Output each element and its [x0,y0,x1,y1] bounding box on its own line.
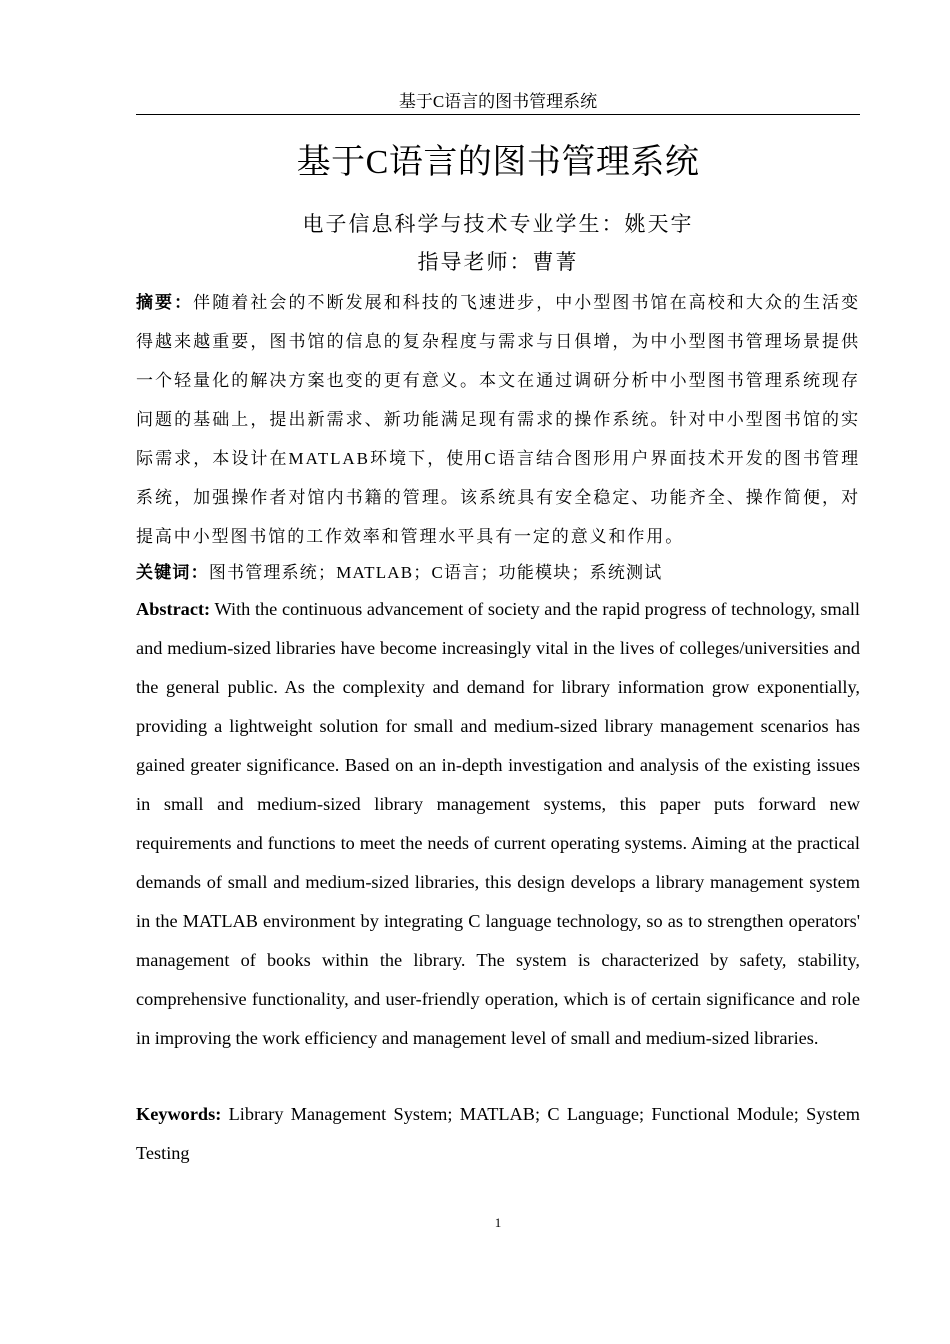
running-header: 基于C语言的图书管理系统 [398,92,598,111]
keywords-zh [136,553,860,592]
abstract-en-label: Abstract: [136,599,211,619]
document-title: 基于C语言的图书管理系统 [296,144,700,181]
keywords-en-label: Keywords: [136,1104,222,1124]
keywords-zh-text: 图书管理系统；MATLAB；C语言；功能模块；系统测试 [208,563,663,582]
keywords-zh-label: 关键词： [136,563,209,582]
abstract-en [136,590,860,1058]
keywords-en-text: Library Management System; MATLAB; C Language; Functional Module; System Testing [136,1104,860,1163]
abstract-zh-text: 伴随着社会的不断发展和科技的飞速进步，中小型图书馆在高校和大众的生活变得越来越重要，图书馆的信息的复杂程度与需求与日俱增，为中小型图书管理场景提供一个轻量化的解决方案也变的更有意义。本文在通过调研分析中小型图书管理系统现存问题的基础上，提出新需求、新功能满足现有需求的操作系统。针对中小型图书馆的实际需求，本设计在MATLAB环境下，使用C语言结合图形用户界面技术开发的图书管理系统，加强操作者对馆内书籍的管理。该系统具有安全稳定、功能齐全、操作简便，对提高中小型图书馆的工作效率和管理水平具有一定的意义和作用。 [136,293,860,546]
author-line: 电子信息科学与技术专业学生：姚天宇 [302,212,694,236]
header-rule [136,114,860,115]
abstract-zh-label: 摘要： [136,293,194,312]
abstract-zh [136,283,860,556]
advisor-line: 指导老师：曹菁 [417,250,579,274]
page-number: 1 [494,1215,502,1230]
abstract-en-text: With the continuous advancement of society and the rapid progress of technology, small and medium-sized libraries have become increasingly vital in the lives of colleges/universities and the general public. As the complexity and demand for library information grow exponentially, providing a lightweight solution for small and medium-sized library management scenarios has gained greater significance. Based on an in-depth investigation and analysis of the existing issues in small and medium-sized library management systems, this paper puts forward new requirements and functions to meet the needs of current operating systems. Aiming at the practical demands of small and medium-sized libraries, this design develops a library management system in the MATLAB environment by integrating C language technology, so as to strengthen operators' management of books within the library. The system is characterized by safety, stability, comprehensive functionality, and user-friendly operation, which is of certain significance and role in improving the work efficiency and management level of small and medium-sized libraries. [136,599,860,1048]
keywords-en [136,1095,860,1173]
